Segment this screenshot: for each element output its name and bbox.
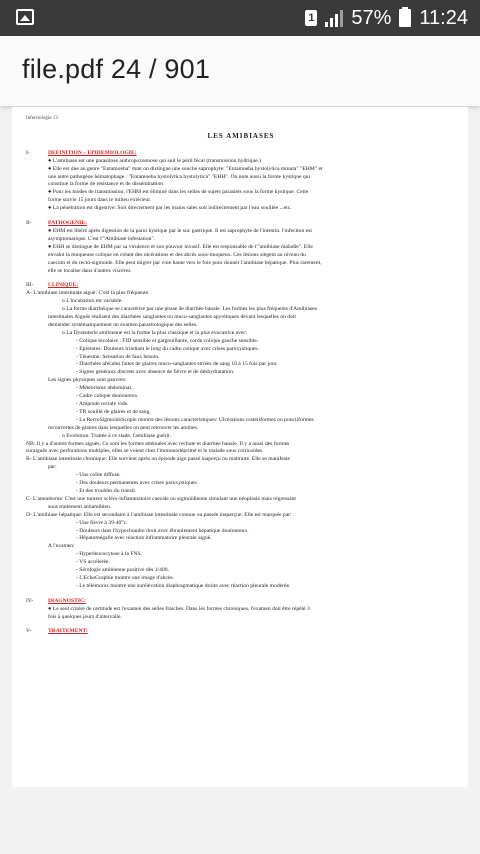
section-heading: DEFINITION – EPIDEMIOLOGIE:: [48, 149, 137, 156]
doc-line: NB: Il y a d'autres formes aiguës; Ce sont les formes atténuées avec rechute et diarrhée banale. Il y a aussi des formes: [26, 440, 290, 447]
doc-line: - L'EchoGraphie montre une image d'abcès.: [76, 574, 175, 581]
section-number: III-: [26, 282, 34, 289]
doc-line: - VS accélérée.: [76, 559, 110, 566]
section-heading: TRAITEMENT:: [48, 628, 88, 635]
battery-icon: [399, 9, 411, 27]
doc-line: elle se localise dans d'autres viscères.: [48, 267, 132, 274]
section-number: I-: [26, 149, 30, 156]
doc-section: [26, 628, 456, 636]
doc-line: - Le télémorax montre une surélévation diaphragmatique droite avec réaction pleurale modérée.: [76, 582, 291, 589]
doc-line: ● Elle est due au genre "Entamoeba" dont on distingue une souche saprophyte: "Entamoeba hystolytica minuta" "EHM" et: [48, 165, 323, 172]
doc-line: ● L'amibiase est une parasitose anthropozoonose qui suit le péril fécal (transmission hydrique.): [48, 157, 262, 164]
doc-line: - Diarrhées afécales faites de glaires muco-sanglantes striées de sang 10 à 15 fois par jour.: [76, 361, 278, 368]
doc-line: - TR souillé de glaires et de sang.: [76, 408, 151, 415]
doc-sections: [26, 150, 456, 637]
doc-section: [26, 220, 456, 275]
doc-line: - Ténesme: Sensation de faux besoin.: [76, 353, 160, 360]
section-heading-row: [26, 150, 456, 158]
doc-line: - Cadre colique douloureux.: [76, 393, 139, 400]
doc-line: ● EHH se distingue de EHM par sa virulence et son pouvoir invasif. Elle est responsable de l'"amibiase maladie". Elle: [48, 243, 313, 250]
doc-line: fois à quelques jours d'intervalle.: [48, 613, 122, 620]
doc-line: - Et des troubles du transit.: [76, 487, 137, 494]
section-number: V-: [26, 628, 32, 635]
status-bar: [0, 0, 480, 36]
file-title: file.pdf 24 / 901: [22, 54, 211, 84]
doc-line: - Des douleurs permanentes avec crises paroxystiques.: [76, 480, 198, 487]
doc-line: ● Le seul critère de certitude est l'examen des selles fraîches. Dans les formes chroniques, l'examen doit être répété 3: [48, 605, 310, 612]
doc-line: - Colique bicolaire : FID sensible et gargouillante, corde colique gauche sensible.: [76, 337, 259, 344]
clock: 11:24: [419, 6, 468, 29]
section-number: II-: [26, 220, 32, 227]
doc-line: ● Pour les modes de transmission, l'EHM est éliminé dans les selles de sujets parasités sous la forme kystique. Cette: [48, 189, 309, 196]
doc-line: - Hyperleucocytose à la FNS.: [76, 551, 143, 558]
doc-line: B- L'amibiase intestinale chronique: Elle survient après un épisode aigu passé inaperçu ou maltraité. Elle se manifeste: [26, 456, 290, 463]
bottom-area: [0, 787, 480, 854]
pdf-page[interactable]: [12, 107, 468, 787]
app-bar: [0, 36, 480, 106]
doc-line: recouvertes de glaires dans lesquelles on peut retrouver les amibes.: [48, 424, 199, 431]
doc-section: [26, 282, 456, 590]
status-indicators: [305, 0, 468, 36]
doc-line: o Evolution: Traitée à ce stade, l'amibiase guérit.: [62, 432, 171, 439]
document-content: [26, 115, 456, 636]
section-heading: DIAGNOSTIC:: [48, 597, 86, 604]
doc-header: Infectiologie 13: [26, 116, 58, 121]
doc-line: A- L'amibiase intestinale aiguë: C'est la plus fréquente.: [26, 290, 150, 297]
image-notification-icon: [16, 9, 34, 25]
doc-title: LES AMIBIASES: [207, 131, 275, 140]
doc-line: - Sérologie amibienne positive dès 1/400.: [76, 567, 169, 574]
section-heading: CLINIQUE:: [48, 282, 79, 289]
doc-section: [26, 598, 456, 622]
doc-line: forme survie 15 jours dans le milieu extérieur.: [48, 197, 152, 204]
doc-line: o L'incubation est variable.: [62, 298, 123, 305]
doc-line: o La forme diarrhéique se caractérise par une phase de diarrhée banale. Les formes les plus fréquents d'Amibiases: [62, 306, 317, 313]
battery-percent: 57%: [351, 6, 392, 29]
section-heading-row: [26, 628, 456, 636]
doc-line: - Une fièvre à 39-40°c.: [76, 519, 128, 526]
doc-line: D- L'amibiase hépatique: Elle est secondaire à l'amibiase intestinale connue ou passée inaperçue. Elle est marquée par:: [26, 511, 292, 518]
doc-line: A l'examen:: [48, 543, 75, 550]
doc-line: suraiguës avec perforations multiples, elles se voient chez l'immunodéprimé et le malade sous corticoïdes: [26, 448, 263, 455]
doc-line: - Météorisme abdominal.: [76, 385, 133, 392]
doc-line: une autre pathogène hématophage : "Entamoeba hystolytica hystolytica" "EHH". On note aussi la forme kystique qui: [48, 173, 311, 180]
doc-line: caecum et du recto-sigmoïde. Elle peut migrer par voie haute vers le foie pour donner l'amibiase hépatique. Plus rarement,: [48, 259, 322, 266]
doc-line: - Une colite diffuse.: [76, 472, 121, 479]
doc-line: par:: [48, 464, 57, 471]
doc-line: Les signes physiques sont pauvres:: [48, 377, 127, 384]
doc-line: ● La pénétration est digestive: Soit directement par les mains sales soit indirectement par l'eau souillée ...etc.: [48, 205, 292, 212]
doc-line: C- L'amoebome: C'est une tumeur scléro-inflammatoire caecale ou sigmoïdienne simulant une néoplasie mais régressant: [26, 495, 296, 502]
sim-icon: 1: [305, 10, 317, 26]
doc-line: - Ampoule rectale vide.: [76, 401, 129, 407]
doc-line: - La RectoSigmoïdoScopie montre des lésions caractéristiques: Ulcérations cratériformes ou punctiformes: [76, 416, 314, 423]
doc-line: - Douleurs dans l'hypochondre droit avec ébranlement hépatique douloureux.: [76, 527, 249, 534]
doc-line: asymptomatique. C'est l'"Amibiase infestation".: [48, 235, 156, 242]
doc-line: - Signes généraux discrets avec absence de fièvre et de déshydratation.: [76, 369, 235, 376]
section-heading-row: [26, 598, 456, 606]
signal-icon: [325, 9, 343, 27]
doc-line: intestinales Aiguës réalisent des diarrhées sanglantes ou muco-sanglantes apyrétiques devant lesquelles on doit: [48, 314, 296, 321]
doc-line: demander systématiquement un examen parasitologique des selles.: [48, 321, 198, 328]
section-number: IV-: [26, 597, 34, 604]
doc-line: - Hépatomégalie avec réaction inflammatoire pleurale aiguë.: [76, 535, 212, 542]
doc-line: ● EHM est libéré après digestion de la paroi kystique par le suc gastrique. Il est saprophyte de l'intestin. l'infection est: [48, 227, 312, 234]
doc-line: constitue la forme de résistance et de dissémination: [48, 181, 164, 188]
doc-line: envahit la muqueuse colique en créant des ulcérations et des abcès sous-muqueux. Ces lésions siègent au niveau du: [48, 251, 306, 258]
doc-line: sous traitement antiamibien.: [48, 503, 112, 510]
doc-line: o La Dysenterie amibienne est la forme la plus classique et la plus évocatrice avec:: [62, 329, 248, 336]
section-heading-row: [26, 220, 456, 228]
section-heading: PATHOGENIE:: [48, 220, 87, 227]
doc-section: [26, 150, 456, 213]
doc-line: - Epreintes: Douleurs irradiant le long du cadre colique avec crises paroxystiques.: [76, 345, 259, 352]
